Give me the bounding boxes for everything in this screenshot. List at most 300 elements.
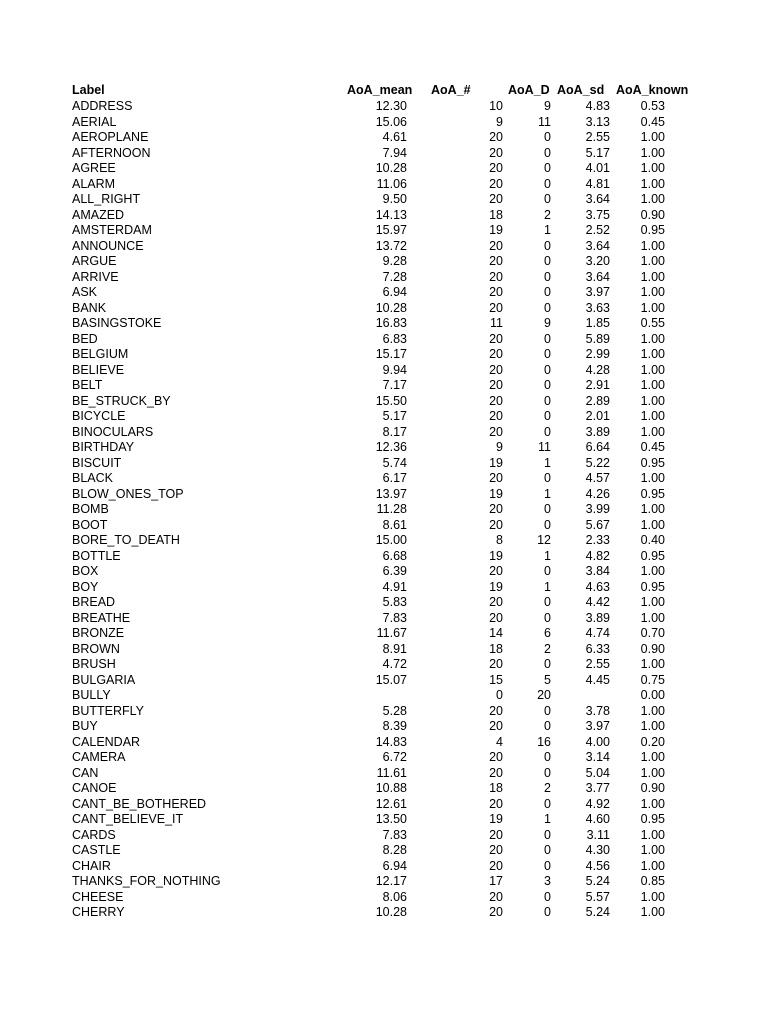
cell-aoa-known: 0.95	[640, 223, 665, 237]
cell-aoa-sd: 4.60	[585, 812, 610, 826]
cell-aoa-known: 1.00	[640, 192, 665, 206]
cell-aoa-d: 0	[544, 750, 551, 764]
cell-aoa-mean: 15.97	[375, 223, 407, 237]
table-row	[0, 471, 768, 487]
cell-aoa-known: 1.00	[640, 285, 665, 299]
cell-aoa-mean: 12.30	[375, 99, 407, 113]
cell-aoa-count: 4	[496, 734, 503, 749]
cell-aoa-mean: 10.28	[375, 161, 407, 175]
cell-aoa-sd: 3.84	[585, 564, 610, 578]
cell-aoa-sd: 5.89	[585, 331, 610, 346]
cell-aoa-sd: 5.24	[585, 874, 610, 888]
cell-label: AGREE	[72, 161, 116, 175]
cell-label: BOMB	[72, 502, 109, 516]
cell-aoa-d: 1	[544, 579, 551, 594]
table-row	[0, 859, 768, 875]
table-row	[0, 487, 768, 503]
cell-aoa-mean: 10.28	[375, 300, 407, 315]
table-row	[0, 285, 768, 301]
cell-aoa-known: 1.00	[640, 176, 665, 191]
table-row	[0, 781, 768, 797]
cell-aoa-d: 0	[544, 300, 551, 315]
cell-label: ADDRESS	[72, 99, 133, 113]
cell-aoa-d: 1	[544, 486, 551, 501]
cell-aoa-known: 1.00	[640, 269, 665, 284]
cell-label: BELT	[72, 378, 103, 392]
cell-aoa-sd: 2.91	[585, 378, 610, 392]
table-row	[0, 146, 768, 162]
cell-aoa-d: 2	[544, 207, 551, 222]
table-row	[0, 611, 768, 627]
cell-label: CANOE	[72, 781, 117, 795]
cell-aoa-sd: 3.14	[585, 750, 610, 764]
cell-aoa-mean: 14.13	[375, 207, 407, 222]
cell-aoa-known: 1.00	[640, 471, 665, 485]
cell-aoa-known: 1.00	[640, 254, 665, 268]
cell-aoa-count: 20	[489, 517, 503, 532]
cell-aoa-sd: 2.52	[585, 223, 610, 237]
cell-aoa-d: 9	[544, 99, 551, 113]
cell-label: BIRTHDAY	[72, 440, 135, 454]
table-row	[0, 409, 768, 425]
cell-aoa-sd: 4.63	[585, 579, 610, 594]
table-row	[0, 564, 768, 580]
cell-aoa-count: 0	[496, 688, 503, 702]
table-row	[0, 812, 768, 828]
table-row	[0, 890, 768, 906]
cell-aoa-sd: 3.64	[585, 192, 610, 206]
cell-aoa-sd: 1.85	[585, 316, 610, 330]
cell-aoa-known: 1.00	[640, 347, 665, 361]
cell-label: AMSTERDAM	[72, 223, 152, 237]
table-row	[0, 130, 768, 146]
cell-aoa-mean: 6.68	[382, 548, 407, 563]
cell-aoa-count: 20	[489, 796, 503, 811]
cell-label: CASTLE	[72, 843, 121, 857]
cell-aoa-count: 20	[489, 750, 503, 764]
cell-aoa-known: 1.00	[640, 750, 665, 764]
cell-aoa-d: 0	[544, 347, 551, 361]
cell-aoa-sd: 3.78	[585, 703, 610, 718]
cell-aoa-count: 20	[489, 145, 503, 160]
cell-label: ARGUE	[72, 254, 117, 268]
cell-aoa-d: 0	[544, 161, 551, 175]
table-row	[0, 766, 768, 782]
cell-aoa-known: 1.00	[640, 502, 665, 516]
table-row	[0, 673, 768, 689]
cell-aoa-mean: 7.83	[382, 610, 407, 625]
table-row	[0, 239, 768, 255]
cell-aoa-mean: 11.06	[376, 176, 407, 191]
cell-label: AERIAL	[72, 114, 117, 129]
cell-aoa-count: 20	[489, 393, 503, 408]
cell-aoa-count: 20	[489, 595, 503, 609]
cell-aoa-mean: 8.17	[382, 424, 407, 439]
table-row	[0, 177, 768, 193]
cell-aoa-d: 0	[544, 238, 551, 253]
table-row	[0, 642, 768, 658]
cell-aoa-known: 1.00	[640, 238, 665, 253]
cell-aoa-d: 0	[544, 362, 551, 377]
cell-aoa-sd: 3.63	[585, 300, 610, 315]
cell-label: BELGIUM	[72, 347, 129, 361]
cell-aoa-mean: 6.94	[382, 285, 407, 299]
cell-label: BED	[72, 331, 98, 346]
cell-label: ANNOUNCE	[72, 238, 144, 253]
cell-aoa-count: 19	[489, 812, 503, 826]
cell-aoa-mean: 8.06	[382, 889, 407, 904]
cell-aoa-count: 20	[489, 192, 503, 206]
cell-aoa-count: 20	[489, 362, 503, 377]
table-row	[0, 270, 768, 286]
cell-aoa-known: 0.95	[640, 486, 665, 501]
header-aoa-count: AoA_#	[431, 83, 471, 97]
cell-label: AFTERNOON	[72, 145, 151, 160]
cell-label: BREAD	[72, 595, 116, 609]
cell-label: BRUSH	[72, 657, 116, 671]
cell-aoa-known: 0.40	[640, 533, 665, 547]
cell-aoa-known: 0.55	[640, 316, 665, 330]
cell-aoa-known: 1.00	[640, 657, 665, 671]
cell-aoa-count: 19	[489, 455, 503, 470]
cell-aoa-count: 15	[489, 672, 503, 687]
cell-aoa-sd: 5.24	[585, 905, 610, 919]
cell-aoa-known: 0.70	[640, 626, 665, 640]
cell-aoa-mean: 9.50	[382, 192, 407, 206]
header-label: Label	[72, 83, 105, 97]
cell-aoa-known: 1.00	[640, 595, 665, 609]
cell-aoa-count: 20	[489, 564, 503, 578]
cell-aoa-count: 20	[489, 161, 503, 175]
cell-aoa-count: 17	[489, 874, 503, 888]
cell-aoa-count: 19	[489, 486, 503, 501]
cell-aoa-known: 1.00	[640, 145, 665, 160]
cell-aoa-known: 1.00	[640, 331, 665, 346]
cell-aoa-mean: 4.91	[382, 579, 407, 594]
cell-aoa-known: 0.53	[640, 99, 665, 113]
cell-aoa-known: 1.00	[640, 130, 665, 144]
cell-aoa-d: 0	[544, 889, 551, 904]
cell-label: BICYCLE	[72, 409, 126, 423]
cell-aoa-mean: 15.07	[375, 672, 407, 687]
cell-aoa-count: 20	[489, 502, 503, 516]
cell-aoa-mean: 15.17	[375, 347, 407, 361]
table-row	[0, 549, 768, 565]
cell-aoa-sd: 3.97	[585, 719, 610, 733]
table-row	[0, 301, 768, 317]
cell-aoa-sd: 3.99	[585, 502, 610, 516]
table-row	[0, 363, 768, 379]
cell-label: ASK	[72, 285, 98, 299]
cell-aoa-sd: 5.17	[585, 145, 610, 160]
cell-aoa-known: 1.00	[640, 424, 665, 439]
cell-aoa-known: 0.20	[640, 734, 665, 749]
table-row	[0, 192, 768, 208]
table-row	[0, 595, 768, 611]
cell-aoa-sd: 3.97	[585, 285, 610, 299]
cell-aoa-count: 9	[496, 114, 503, 129]
cell-aoa-d: 0	[544, 595, 551, 609]
table-row	[0, 456, 768, 472]
cell-aoa-sd: 2.99	[585, 347, 610, 361]
cell-aoa-known: 1.00	[640, 858, 665, 873]
cell-aoa-sd: 4.42	[585, 595, 610, 609]
cell-aoa-mean: 14.83	[375, 734, 407, 749]
cell-aoa-d: 1	[544, 548, 551, 563]
table-row	[0, 502, 768, 518]
cell-aoa-d: 0	[544, 176, 551, 191]
cell-aoa-count: 10	[489, 99, 503, 113]
cell-label: CAMERA	[72, 750, 126, 764]
cell-aoa-mean: 7.94	[382, 145, 407, 160]
cell-aoa-d: 1	[544, 223, 551, 237]
cell-aoa-sd: 5.22	[585, 455, 610, 470]
table-row	[0, 440, 768, 456]
cell-aoa-count: 20	[489, 889, 503, 904]
cell-aoa-sd: 3.64	[585, 238, 610, 253]
cell-aoa-sd: 4.28	[585, 362, 610, 377]
cell-label: BASINGSTOKE	[72, 316, 162, 330]
cell-aoa-sd: 2.55	[585, 657, 610, 671]
cell-aoa-mean: 11.61	[376, 765, 407, 780]
cell-aoa-mean: 7.17	[382, 378, 407, 392]
cell-aoa-sd: 3.89	[585, 610, 610, 625]
cell-aoa-sd: 6.33	[585, 641, 610, 656]
table-row	[0, 208, 768, 224]
cell-aoa-d: 0	[544, 843, 551, 857]
cell-aoa-count: 20	[489, 424, 503, 439]
cell-aoa-mean: 11.67	[376, 626, 407, 640]
cell-label: BULLY	[72, 688, 111, 702]
cell-aoa-sd: 4.00	[585, 734, 610, 749]
cell-aoa-mean: 5.17	[382, 409, 407, 423]
cell-aoa-d: 20	[537, 688, 551, 702]
cell-aoa-d: 0	[544, 827, 551, 842]
cell-aoa-count: 20	[489, 238, 503, 253]
cell-aoa-d: 0	[544, 130, 551, 144]
cell-aoa-mean: 12.36	[375, 440, 407, 454]
cell-aoa-d: 0	[544, 331, 551, 346]
cell-aoa-count: 20	[489, 657, 503, 671]
cell-label: BOTTLE	[72, 548, 121, 563]
cell-aoa-known: 1.00	[640, 610, 665, 625]
cell-aoa-d: 11	[538, 114, 551, 129]
cell-aoa-count: 20	[489, 765, 503, 780]
cell-aoa-known: 0.90	[640, 641, 665, 656]
cell-aoa-count: 20	[489, 827, 503, 842]
cell-aoa-sd: 3.11	[586, 827, 610, 842]
cell-aoa-d: 6	[544, 626, 551, 640]
cell-aoa-sd: 4.92	[585, 796, 610, 811]
cell-aoa-d: 0	[544, 610, 551, 625]
cell-aoa-d: 0	[544, 517, 551, 532]
cell-aoa-known: 1.00	[640, 564, 665, 578]
cell-aoa-d: 0	[544, 409, 551, 423]
cell-aoa-mean: 4.72	[382, 657, 407, 671]
cell-label: BUY	[72, 719, 98, 733]
cell-aoa-count: 14	[489, 626, 503, 640]
cell-aoa-count: 20	[489, 269, 503, 284]
cell-aoa-mean: 7.83	[382, 827, 407, 842]
header-row	[0, 83, 768, 99]
cell-label: CHAIR	[72, 858, 111, 873]
table-row	[0, 843, 768, 859]
table-row	[0, 223, 768, 239]
cell-aoa-d: 0	[544, 393, 551, 408]
cell-aoa-known: 1.00	[640, 827, 665, 842]
cell-aoa-count: 20	[489, 285, 503, 299]
cell-label: ALARM	[72, 176, 116, 191]
cell-aoa-known: 1.00	[640, 409, 665, 423]
cell-aoa-sd: 4.01	[585, 161, 610, 175]
cell-aoa-known: 0.85	[640, 874, 665, 888]
cell-label: BOX	[72, 564, 99, 578]
cell-label: ALL_RIGHT	[72, 192, 141, 206]
cell-label: CALENDAR	[72, 734, 141, 749]
cell-aoa-d: 0	[544, 192, 551, 206]
cell-aoa-known: 1.00	[640, 703, 665, 718]
cell-label: CANT_BE_BOTHERED	[72, 796, 207, 811]
cell-label: BULGARIA	[72, 672, 136, 687]
cell-aoa-sd: 4.26	[585, 486, 610, 501]
cell-aoa-mean: 15.06	[375, 114, 407, 129]
cell-aoa-count: 20	[489, 378, 503, 392]
cell-aoa-d: 3	[544, 874, 551, 888]
table-row	[0, 533, 768, 549]
cell-aoa-d: 1	[544, 812, 551, 826]
cell-aoa-sd: 3.20	[585, 254, 610, 268]
table-row	[0, 378, 768, 394]
cell-label: CARDS	[72, 827, 116, 842]
cell-aoa-sd: 2.55	[585, 130, 610, 144]
cell-aoa-known: 0.95	[640, 548, 665, 563]
cell-aoa-d: 0	[544, 905, 551, 919]
table-row	[0, 719, 768, 735]
cell-aoa-sd: 4.45	[585, 672, 610, 687]
cell-aoa-known: 1.00	[640, 889, 665, 904]
cell-aoa-sd: 4.74	[585, 626, 610, 640]
cell-aoa-count: 20	[489, 610, 503, 625]
cell-label: BOY	[72, 579, 99, 594]
cell-aoa-sd: 6.64	[585, 440, 610, 454]
cell-aoa-mean: 15.50	[375, 393, 407, 408]
cell-label: CHERRY	[72, 905, 125, 919]
cell-aoa-count: 20	[489, 719, 503, 733]
table-row	[0, 332, 768, 348]
table-row	[0, 394, 768, 410]
cell-label: BELIEVE	[72, 362, 125, 377]
cell-aoa-sd: 4.56	[585, 858, 610, 873]
cell-aoa-count: 20	[489, 843, 503, 857]
cell-aoa-mean: 9.94	[382, 362, 407, 377]
table-row	[0, 580, 768, 596]
cell-aoa-d: 0	[544, 765, 551, 780]
cell-aoa-count: 11	[490, 316, 503, 330]
cell-aoa-count: 19	[489, 579, 503, 594]
table-row	[0, 626, 768, 642]
cell-aoa-known: 1.00	[640, 300, 665, 315]
cell-aoa-d: 0	[544, 719, 551, 733]
cell-aoa-known: 1.00	[640, 765, 665, 780]
cell-aoa-known: 0.00	[640, 688, 665, 702]
cell-aoa-count: 20	[489, 703, 503, 718]
table-row	[0, 688, 768, 704]
cell-label: AMAZED	[72, 207, 125, 222]
cell-aoa-known: 0.75	[640, 672, 665, 687]
cell-aoa-known: 1.00	[640, 362, 665, 377]
cell-label: BINOCULARS	[72, 424, 154, 439]
cell-aoa-mean: 13.72	[375, 238, 407, 253]
cell-aoa-sd: 3.64	[585, 269, 610, 284]
cell-aoa-d: 2	[544, 781, 551, 795]
cell-aoa-sd: 3.13	[585, 114, 610, 129]
cell-aoa-mean: 15.00	[375, 533, 407, 547]
cell-aoa-count: 20	[489, 905, 503, 919]
cell-aoa-count: 8	[496, 533, 503, 547]
cell-aoa-d: 0	[544, 145, 551, 160]
header-aoa-sd: AoA_sd	[557, 83, 605, 97]
cell-label: THANKS_FOR_NOTHING	[72, 874, 221, 888]
table-row	[0, 735, 768, 751]
cell-aoa-known: 1.00	[640, 393, 665, 408]
cell-aoa-mean: 9.28	[382, 254, 407, 268]
cell-aoa-count: 20	[489, 331, 503, 346]
cell-aoa-d: 0	[544, 858, 551, 873]
cell-aoa-mean: 6.72	[382, 750, 407, 764]
cell-aoa-d: 0	[544, 254, 551, 268]
cell-label: BISCUIT	[72, 455, 122, 470]
cell-aoa-d: 1	[544, 455, 551, 470]
cell-aoa-sd: 3.77	[585, 781, 610, 795]
cell-aoa-known: 0.95	[640, 455, 665, 470]
cell-aoa-known: 1.00	[640, 517, 665, 532]
table-row	[0, 905, 768, 921]
cell-aoa-d: 0	[544, 657, 551, 671]
cell-aoa-d: 0	[544, 796, 551, 811]
cell-aoa-d: 0	[544, 285, 551, 299]
cell-aoa-count: 20	[489, 471, 503, 485]
table-row	[0, 161, 768, 177]
cell-aoa-known: 1.00	[640, 905, 665, 919]
table-row	[0, 99, 768, 115]
cell-aoa-sd: 5.04	[585, 765, 610, 780]
cell-aoa-count: 20	[489, 409, 503, 423]
cell-aoa-known: 0.90	[640, 781, 665, 795]
cell-aoa-d: 0	[544, 703, 551, 718]
table-row	[0, 316, 768, 332]
cell-aoa-known: 0.95	[640, 812, 665, 826]
table-row	[0, 750, 768, 766]
cell-aoa-d: 2	[544, 641, 551, 656]
table-row	[0, 657, 768, 673]
cell-aoa-sd: 4.83	[585, 99, 610, 113]
cell-aoa-mean: 13.50	[375, 812, 407, 826]
cell-label: AEROPLANE	[72, 130, 149, 144]
cell-aoa-count: 20	[489, 176, 503, 191]
cell-aoa-mean: 10.88	[375, 781, 407, 795]
header-aoa-d: AoA_D	[508, 83, 550, 97]
cell-aoa-d: 0	[544, 378, 551, 392]
cell-aoa-count: 20	[489, 130, 503, 144]
cell-aoa-mean: 13.97	[375, 486, 407, 501]
cell-aoa-d: 16	[537, 734, 551, 749]
cell-aoa-mean: 5.28	[382, 703, 407, 718]
cell-aoa-sd: 5.67	[585, 517, 610, 532]
cell-aoa-sd: 2.89	[585, 393, 610, 408]
cell-label: BREATHE	[72, 610, 131, 625]
table-row	[0, 704, 768, 720]
cell-aoa-count: 20	[489, 300, 503, 315]
